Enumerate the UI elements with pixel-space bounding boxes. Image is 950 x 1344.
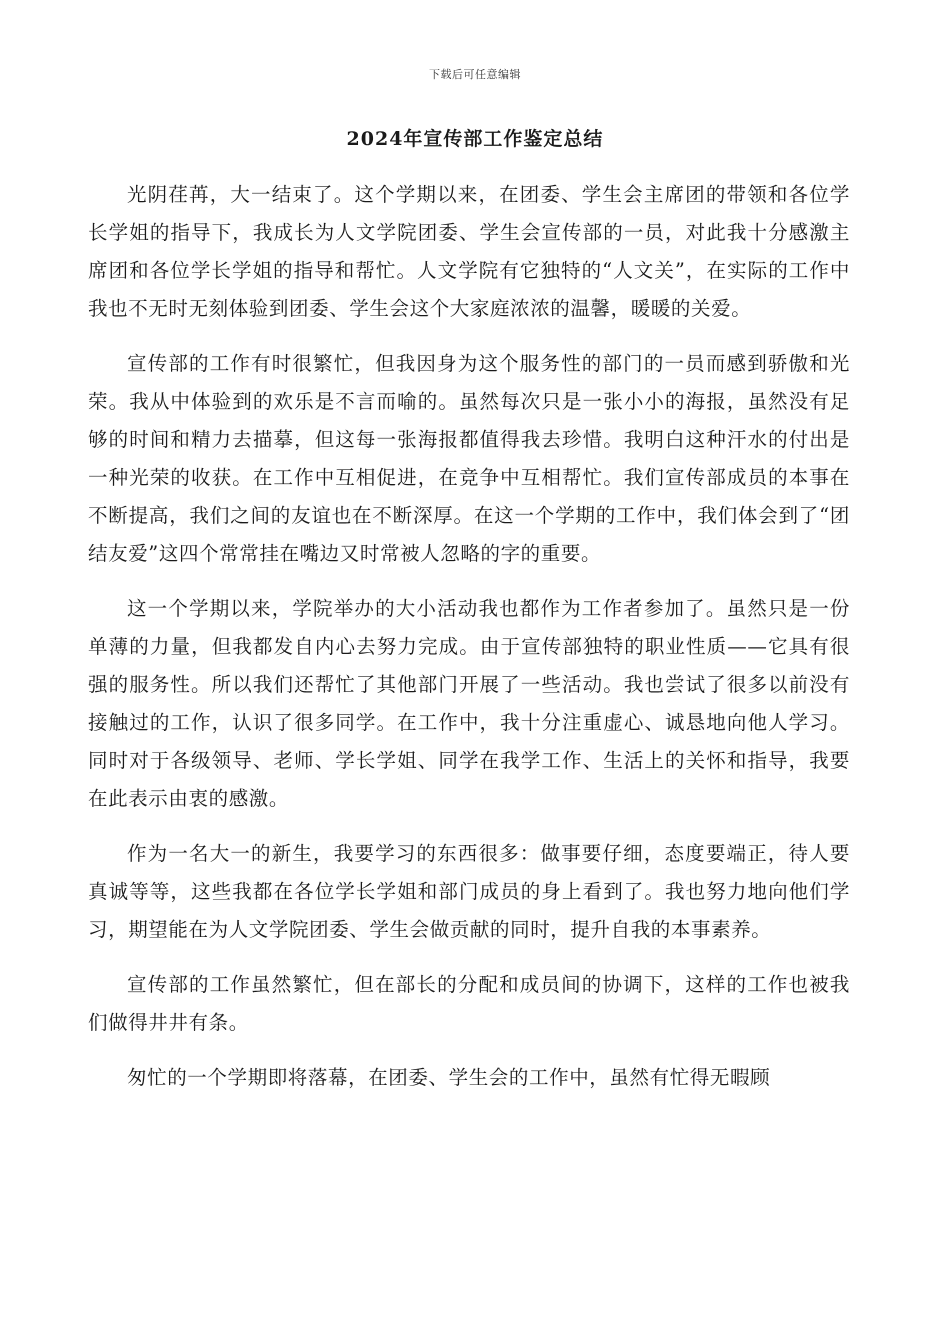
paragraph: 这一个学期以来，学院举办的大小活动我也都作为工作者参加了。虽然只是一份单薄的力量，但我都发自内心去努力完成。由于宣传部独特的职业性质——它具有很强的服务性。所以我们还帮忙了其他部门开展了一些活动。我也尝试了很多以前没有接触过的工作，认识了很多同学。在工作中，我十分注重虚心、诚恳地向他人学习。同时对于各级领导、老师、学长学姐、同学在我学工作、生活上的关怀和指导，我要在此表示由衷的感激。 <box>88 597 850 810</box>
page-header-note: 下载后可任意编辑 <box>429 68 521 81</box>
paragraph: 宣传部的工作虽然繁忙，但在部长的分配和成员间的协调下，这样的工作也被我们做得井井有条。 <box>88 973 850 1034</box>
paragraph: 光阴荏苒，大一结束了。这个学期以来，在团委、学生会主席团的带领和各位学长学姐的指导下，我成长为人文学院团委、学生会宣传部的一员，对此我十分感激主席团和各位学长学姐的指导和帮忙。人文学院有它独特的“人文关”，在实际的工作中我也不无时无刻体验到团委、学生会这个大家庭浓浓的温馨，暖暖的关爱。 <box>88 183 850 320</box>
paragraph: 匆忙的一个学期即将落幕，在团委、学生会的工作中，虽然有忙得无暇顾 <box>127 1066 771 1089</box>
document-title: 2024年宣传部工作鉴定总结 <box>346 128 604 150</box>
paragraph: 宣传部的工作有时很繁忙，但我因身为这个服务性的部门的一员而感到骄傲和光荣。我从中体验到的欢乐是不言而喻的。虽然每次只是一张小小的海报，虽然没有足够的时间和精力去描摹，但这每一张海报都值得我去珍惜。我明白这种汗水的付出是一种光荣的收获。在工作中互相促进，在竞争中互相帮忙。我们宣传部成员的本事在不断提高，我们之间的友谊也在不断深厚。在这一个学期的工作中，我们体会到了“团结友爱”这四个常常挂在嘴边又时常被人忽略的字的重要。 <box>88 352 850 565</box>
paragraph: 作为一名大一的新生，我要学习的东西很多：做事要仔细，态度要端正，待人要真诚等等，这些我都在各位学长学姐和部门成员的身上看到了。我也努力地向他们学习，期望能在为人文学院团委、学生会做贡献的同时，提升自我的本事素养。 <box>88 842 850 941</box>
document-body <box>88 176 850 1114</box>
